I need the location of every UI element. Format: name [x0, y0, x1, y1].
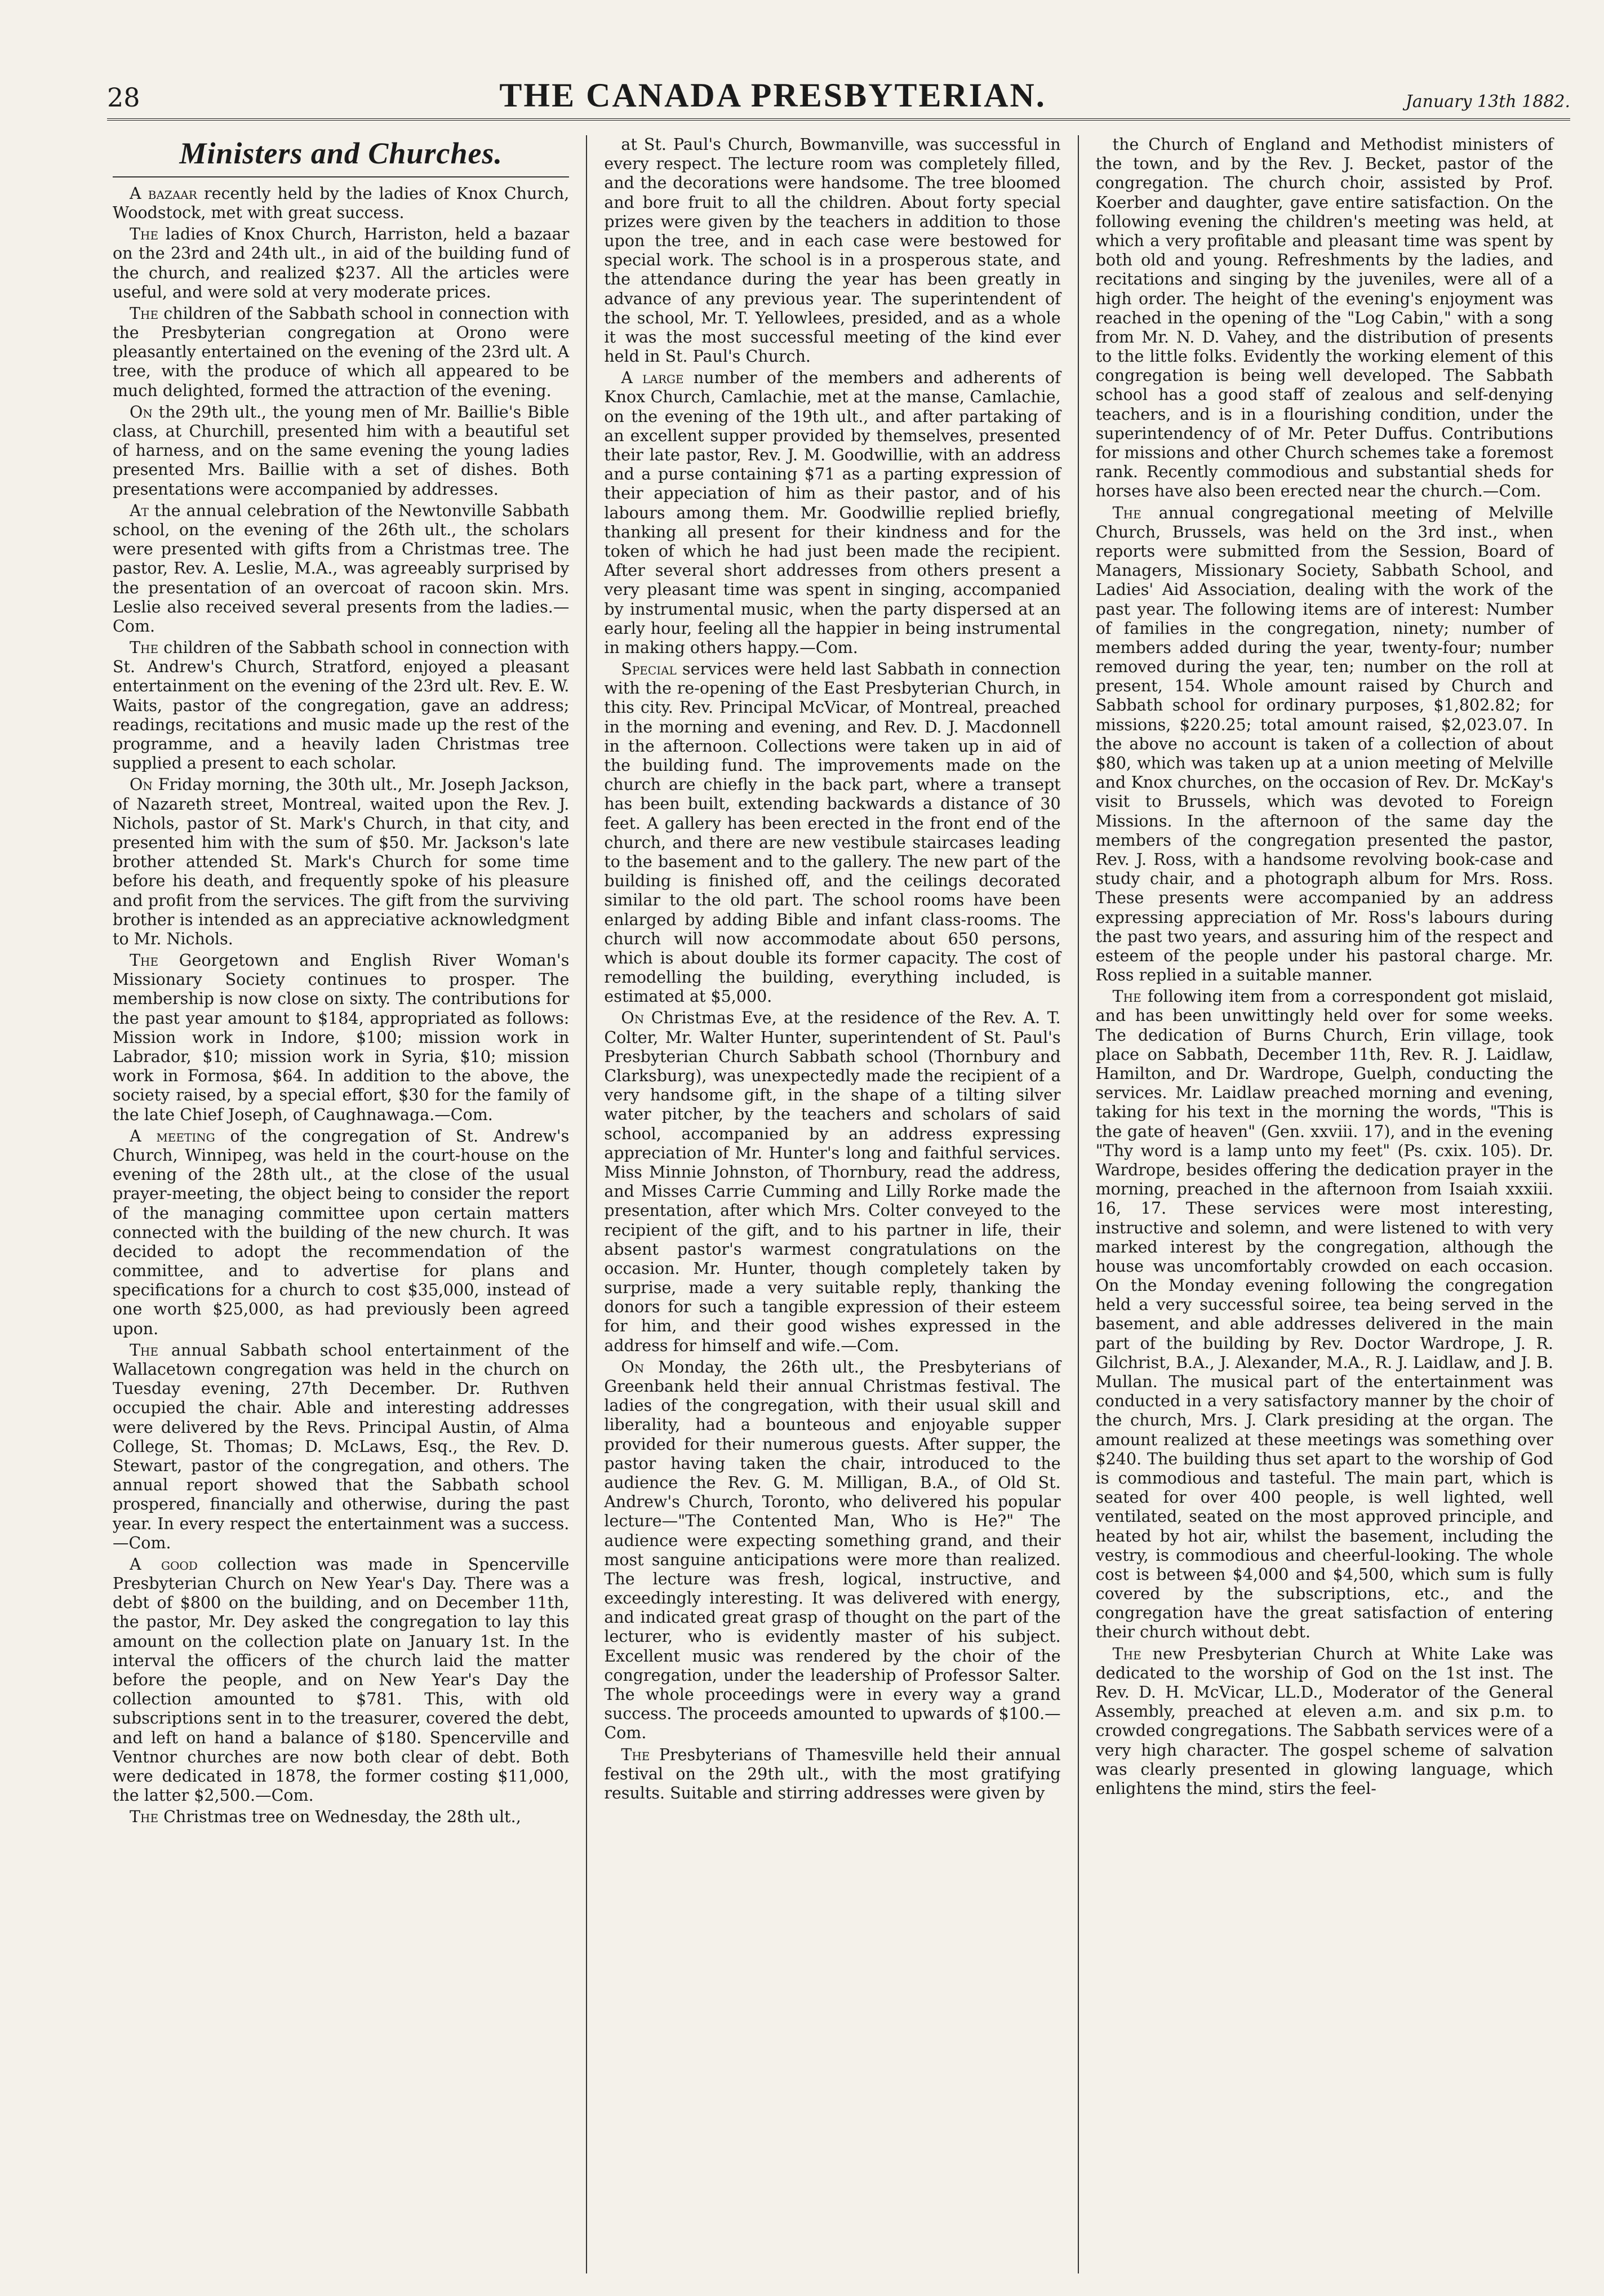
- item-lead-word: The: [1112, 503, 1141, 522]
- item-lead-word: On: [621, 1009, 645, 1028]
- item-lead-word: A good: [130, 1555, 198, 1574]
- item-lead-word: The: [130, 304, 159, 323]
- item-text: Christmas Eve, at the residence of the Rev. A. T. Colter, Mr. Walter Hunter, superintendent of St. Paul's Presbyterian Church Sabbath school (Thornbury and Clarksburg), was unexpectedly made the recipient of a very handsome gift, in the shape of a tilting silver water pitcher, by the teachers and scholars of said school, accompanied by an address expressing appreciation of Mr. Hunter's long and faithful services. Miss Minnie Johnston, of Thornbury, read the address, and Misses Carrie Cumming and Lilly Rorke made the presentation, after which Mrs. Colter conveyed to the recipient of the gift, and to his partner in life, their absent pastor's warmest congratulations on the occasion. Mr. Hunter, though completely taken by surprise, made a very suitable reply, thanking the donors for such a tangible expression of their esteem for him, and their good wishes expressed in the address for himself and wife.—Com.: [604, 1009, 1061, 1355]
- column-1: [96, 135, 587, 2273]
- news-item: [604, 1746, 1060, 1804]
- item-lead-word: A bazaar: [130, 184, 197, 203]
- column-2: [587, 135, 1078, 2273]
- item-text: annual congregational meeting of Melville Church, Brussels, was held on the 3rd inst., when reports were submitted from the Session, Board of Managers, Missionary Society, Sabbath School, and Ladies' Aid Association, dealing with the work of the past year. The following items are of interest: Number of families in the congregation, ninety; number of members added during the year, twenty-four; number removed during the year, ten; number on the roll at present, 154. Whole amount raised by Church and Sabbath school for ordinary purposes, $1,802.82; for missions, $220.25; total amount raised, $2,023.07. In the above no account is taken of a collection of about $80, which was taken up at a union meeting of Melville and Knox churches, on the occasion of Rev. Dr. McKay's visit to Brussels, which was devoted to Foreign Missions. In the afternoon of the same day the members of the congregation presented the pastor, Rev. J. Ross, with a handsome revolving book-case and study chair, and a photograph album for Mrs. Ross. These presents were accompanied by an address expressing appreciation of Mr. Ross's labours during the past two years, and assuring him of the respect and esteem of the people under his pastoral charge. Mr. Ross replied in a suitable manner.: [1095, 503, 1553, 985]
- news-item: [113, 1127, 569, 1339]
- section-title: Ministers and Churches.: [113, 135, 569, 177]
- news-item: [113, 184, 569, 223]
- item-text: children of the Sabbath school in connection with the Presbyterian congregation at Orono were pleasantly entertained on the evening of the 23rd ult. A tree, with the produce of which all appeared to be much delighted, formed the attraction of the evening.: [113, 304, 570, 400]
- item-lead-word: The: [130, 225, 159, 244]
- item-lead-word: A large: [621, 368, 684, 388]
- item-lead-word: On: [621, 1357, 645, 1376]
- item-text: following item from a correspondent got mislaid, and has been unwittingly held over for some weeks. The dedication of Burns Church, Erin village, took place on Sabbath, December 11th, Rev. R. J. Laidlaw, Hamilton, and Dr. Wardrope, Guelph, conducting the services. Mr. Laidlaw preached morning and evening, taking for his text in the morning the words, "This is the gate of heaven" (Gen. xxviii. 17), and in the evening "Thy word is a lamp unto my feet" (Ps. cxix. 105). Dr. Wardrope, besides offering the dedication prayer in the morning, preached in the afternoon from Isaiah xxxiii. 16, 17. These services were most interesting, instructive and solemn, and were listened to with very marked interest by the congregation, although the house was uncomfortably crowded on each occasion. On the Monday evening following the congregation held a very successful soiree, tea being served in the basement, and able addresses delivered in the main part of the building by Rev. Doctor Wardrope, J. R. Gilchrist, B.A., J. Alexander, M.A., R. J. Laidlaw, and J. B. Mullan. The musical part of the entertainment was conducted in a very satisfactory manner by the choir of the church, Mrs. J. Clark presiding at the organ. The amount realized at these meetings was something over $240. The building thus set apart to the worship of God is commodious and tasteful. The main part, which is seated for over 400 people, is well lighted, well ventilated, seated on the most approved principle, and heated by hot air, whilst the basement, including the vestry, is commodious and cheerful-looking. The whole cost is between $4,000 and $4,500, which sum is fully covered by the subscriptions, etc., and the congregation have the great satisfaction of entering their church without debt.: [1095, 987, 1553, 1642]
- news-item: [604, 660, 1060, 1006]
- item-text: services were held last Sabbath in connection with the re-opening of the East Presbyterian Church, in this city. Rev. Principal McVicar, of Montreal, preached in the morning and evening, and Rev. D. J. Macdonnell in the afternoon. Collections were taken up in aid of the building fund. The improvements made on the church are chiefly in the back part, where a transept has been built, extending backwards a distance of 30 feet. A gallery has been erected in the front end of the church, and there are new vestibule staircases leading to the basement and to the gallery. The new part of the building is finished off, and the ceilings decorated similar to the old part. The school rooms have been enlarged by adding Bible and infant class-rooms. The church will now accommodate about 650 persons, which is about double its former capacity. The cost of remodelling the building, everything included, is estimated at $5,000.: [604, 660, 1061, 1006]
- news-item: [113, 403, 569, 499]
- item-lead-word: The: [130, 951, 159, 970]
- news-item: [113, 1808, 569, 1827]
- news-item: [113, 638, 569, 773]
- item-text: Georgetown and English River Woman's Missionary Society continues to prosper. The membership is now close on sixty. The contributions for the past year amount to $184, appropriated as follows: Mission work in Indore, $100; mission work in Labrador, $10; mission work in Syria, $10; mission work in Formosa, $64. In addition to the above, the society raised, by a special effort, $30 for the family of the late Chief Joseph, of Caughnawaga.—Com.: [113, 951, 570, 1124]
- news-item: [1096, 1645, 1553, 1799]
- news-item: [113, 1341, 569, 1553]
- item-text: recently held by the ladies of Knox Church, Woodstock, met with great success.: [113, 184, 570, 222]
- news-item: [604, 135, 1060, 366]
- item-lead-word: The: [130, 638, 159, 658]
- item-lead-word: A meeting: [130, 1126, 215, 1145]
- item-text: Presbyterians of Thamesville held their annual festival on the 29th ult., with the most gratifying results. Suitable and stirring addresses were given by: [604, 1745, 1061, 1802]
- newspaper-title: THE CANADA PRESBYTERIAN.: [499, 77, 1046, 114]
- article-columns: [96, 135, 1570, 2273]
- news-item: [113, 225, 569, 302]
- item-text: of the congregation of St. Andrew's Church, Winnipeg, was held in the court-house on the evening of the 28th ult., at the close of the usual prayer-meeting, the object being to consider the report of the managing committee upon certain matters connected with the building of the new church. It was decided to adopt the recommendation of the committee, and to advertise for plans and specifications for a church to cost $35,000, instead of one worth $25,000, as had previously been agreed upon.: [113, 1126, 570, 1338]
- item-text: new Presbyterian Church at White Lake was dedicated to the worship of God on the 1st inst. The Rev. D. H. McVicar, LL.D., Moderator of the General Assembly, preached at eleven a.m. and six p.m. to crowded congregations. The Sabbath services were of a very high character. The gospel scheme of salvation was clearly presented in glowing language, which enlightens the mind, stirs the feel-: [1095, 1644, 1553, 1798]
- item-text: at St. Paul's Church, Bowmanville, was successful in every respect. The lecture room was completely filled, and the decorations were handsome. The tree bloomed and bore fruit to all the children. About forty special prizes were given by the teachers in addition to those upon the tree, and in each case were bestowed for special work. The school is in a prosperous state, and the attendance during the year has been greatly in advance of any previous year. The superintendent of the school, Mr. T. Yellowlees, presided, and as a whole it was the most successful meeting of the kind ever held in St. Paul's Church.: [604, 135, 1061, 366]
- item-lead-word: The: [621, 1745, 650, 1764]
- item-lead-word: Special: [621, 660, 677, 679]
- item-text: Monday, the 26th ult., the Presbyterians of Greenbank held their annual Christmas festival. The ladies of the congregation, with their usual skill and liberality, had a bounteous and enjoyable supper provided for their numerous guests. After supper, the pastor having taken the chair, introduced to the audience the Rev. G. M. Milligan, B.A., of Old St. Andrew's Church, Toronto, who delivered his popular lecture—"The Contented Man, Who is He?" The audience were expecting something grand, and their most sanguine anticipations were more than realized. The lecture was fresh, logical, instructive, and exceedingly interesting. It was delivered with energy, and indicated great grasp of thought on the part of the lecturer, who is evidently master of his subject. Excellent music was rendered by the choir of the congregation, under the leadership of Professor Salter. The whole proceedings were in every way a grand success. The proceeds amounted to upwards of $100.—Com.: [604, 1357, 1061, 1743]
- item-lead-word: On: [130, 775, 153, 794]
- item-lead-word: The: [1112, 987, 1141, 1006]
- news-item: [113, 304, 569, 401]
- news-item: [1096, 987, 1553, 1642]
- masthead: [107, 56, 1570, 121]
- item-text: Friday morning, the 30th ult., Mr. Joseph Jackson, of Nazareth street, Montreal, waited upon the Rev. J. Nichols, pastor of St. Mark's Church, in that city, and presented him with the sum of $50. Mr. Jackson's late brother attended St. Mark's Church for some time before his death, and frequently spoke of his pleasure and profit from the services. The gift from the surviving brother is intended as an appreciative acknowledgment to Mr. Nichols.: [113, 775, 570, 948]
- item-lead-word: The: [130, 1340, 159, 1360]
- item-text: the 29th ult., the young men of Mr. Baillie's Bible class, at Churchill, presented him with a beautiful set of harness, and on the same evening the young ladies presented Mrs. Baillie with a set of dishes. Both presentations were accompanied by addresses.: [113, 402, 570, 499]
- item-text: the Church of England and Methodist ministers of the town, and by the Rev. J. Becket, pastor of the congregation. The church choir, assisted by Prof. Koerber and daughter, gave entire satisfaction. On the following evening the children's meeting was held, at which a very profitable and pleasant time was spent by both old and young. Refreshments by the ladies, and recitations and singing by the juveniles, were all of a high order. The height of the evening's enjoyment was reached in the opening of the "Log Cabin," with a song from Mr. N. D. Vahey, and the distribution of presents to the little folks. Evidently the working element of this congregation is being well developed. The Sabbath school has a good staff of zealous and self-denying teachers, and is in a flourishing condition, under the superintendency of of Mr. Peter Duffus. Contributions for missions and other Church schemes take a foremost rank. Recently commodious and substantial sheds for horses have also been erected near the church.—Com.: [1095, 135, 1553, 501]
- page-number: 28: [107, 82, 140, 113]
- item-lead-word: At: [130, 501, 149, 520]
- item-lead-word: On: [130, 402, 153, 421]
- news-item: [604, 368, 1060, 658]
- item-lead-word: The: [130, 1808, 159, 1827]
- item-lead-word: The: [1112, 1644, 1141, 1663]
- news-item: [604, 1009, 1060, 1355]
- item-text: children of the Sabbath school in connection with St. Andrew's Church, Stratford, enjoyed a pleasant entertainment on the evening of the 23rd ult. Rev. E. W. Waits, pastor of the congregation, gave an address; readings, recitations and music made up the rest of the programme, and a heavily laden Christmas tree supplied a present to each scholar.: [113, 638, 570, 773]
- item-text: collection was made in Spencerville Presbyterian Church on New Year's Day. There was a debt of $800 on the building, and on December 11th, the pastor, Mr. Dey asked the congregation to lay this amount on the collection plate on January 1st. In the interval the officers of the church laid the matter before the people, and on New Year's Day the collection amounted to $781. This, with old subscriptions sent in to the treasurer, covered the debt, and left on hand a balance of $180. Spencerville and Ventnor churches are now both clear of debt. Both were dedicated in 1878, the former costing $11,000, the latter $2,500.—Com.: [113, 1555, 570, 1805]
- issue-date: January 13th 1882.: [1405, 92, 1570, 112]
- item-text: annual Sabbath school entertainment of the Wallacetown congregation was held in the church on Tuesday evening, 27th December. Dr. Ruthven occupied the chair. Able and interesting addresses were delivered by the Revs. Principal Austin, of Alma College, St. Thomas; D. McLaws, Esq., the Rev. D. Stewart, pastor of the congregation, and others. The annual report showed that the Sabbath school prospered, financially and otherwise, during the past year. In every respect the entertainment was a success.—Com.: [113, 1340, 570, 1552]
- news-item: [604, 1358, 1060, 1743]
- news-item: [1096, 135, 1553, 501]
- news-item: [113, 951, 569, 1125]
- item-text: Christmas tree on Wednesday, the 28th ult.,: [158, 1808, 521, 1827]
- item-text: the annual celebration of the Newtonville Sabbath school, on the evening of the 26th ult., the scholars were presented with gifts from a Christmas tree. The pastor, Rev. A. Leslie, M.A., was agreeably surprised by the presentation of an overcoat of racoon skin. Mrs. Leslie also received several presents from the ladies.—Com.: [113, 501, 570, 636]
- news-item: [113, 1555, 569, 1805]
- news-item: [113, 501, 569, 636]
- item-text: number of the members and adherents of Knox Church, Camlachie, met at the manse, Camlachie, on the evening of the 19th ult., and after partaking of an excellent supper provided by themselves, presented their late pastor, Rev. J. M. Goodwillie, with an address and a purse containing $71 as a parting expression of their appeciation of him as their pastor, and of his labours among them. Mr. Goodwillie replied briefly, thanking all present for their kindness and for the token of which he had just been made the recipient. After several short addresses from others present a very pleasant time was spent in singing, accompanied by instrumental music, when the party dispersed at an early hour, feeling all the happier in being instrumental in making others happy.—Com.: [604, 368, 1061, 657]
- news-item: [1096, 504, 1553, 985]
- news-item: [113, 775, 569, 949]
- column-3: [1079, 135, 1570, 2273]
- item-text: ladies of Knox Church, Harriston, held a bazaar on the 23rd and 24th ult., in aid of the building fund of the church, and realized $237. All the articles were useful, and were sold at very moderate prices.: [113, 225, 570, 301]
